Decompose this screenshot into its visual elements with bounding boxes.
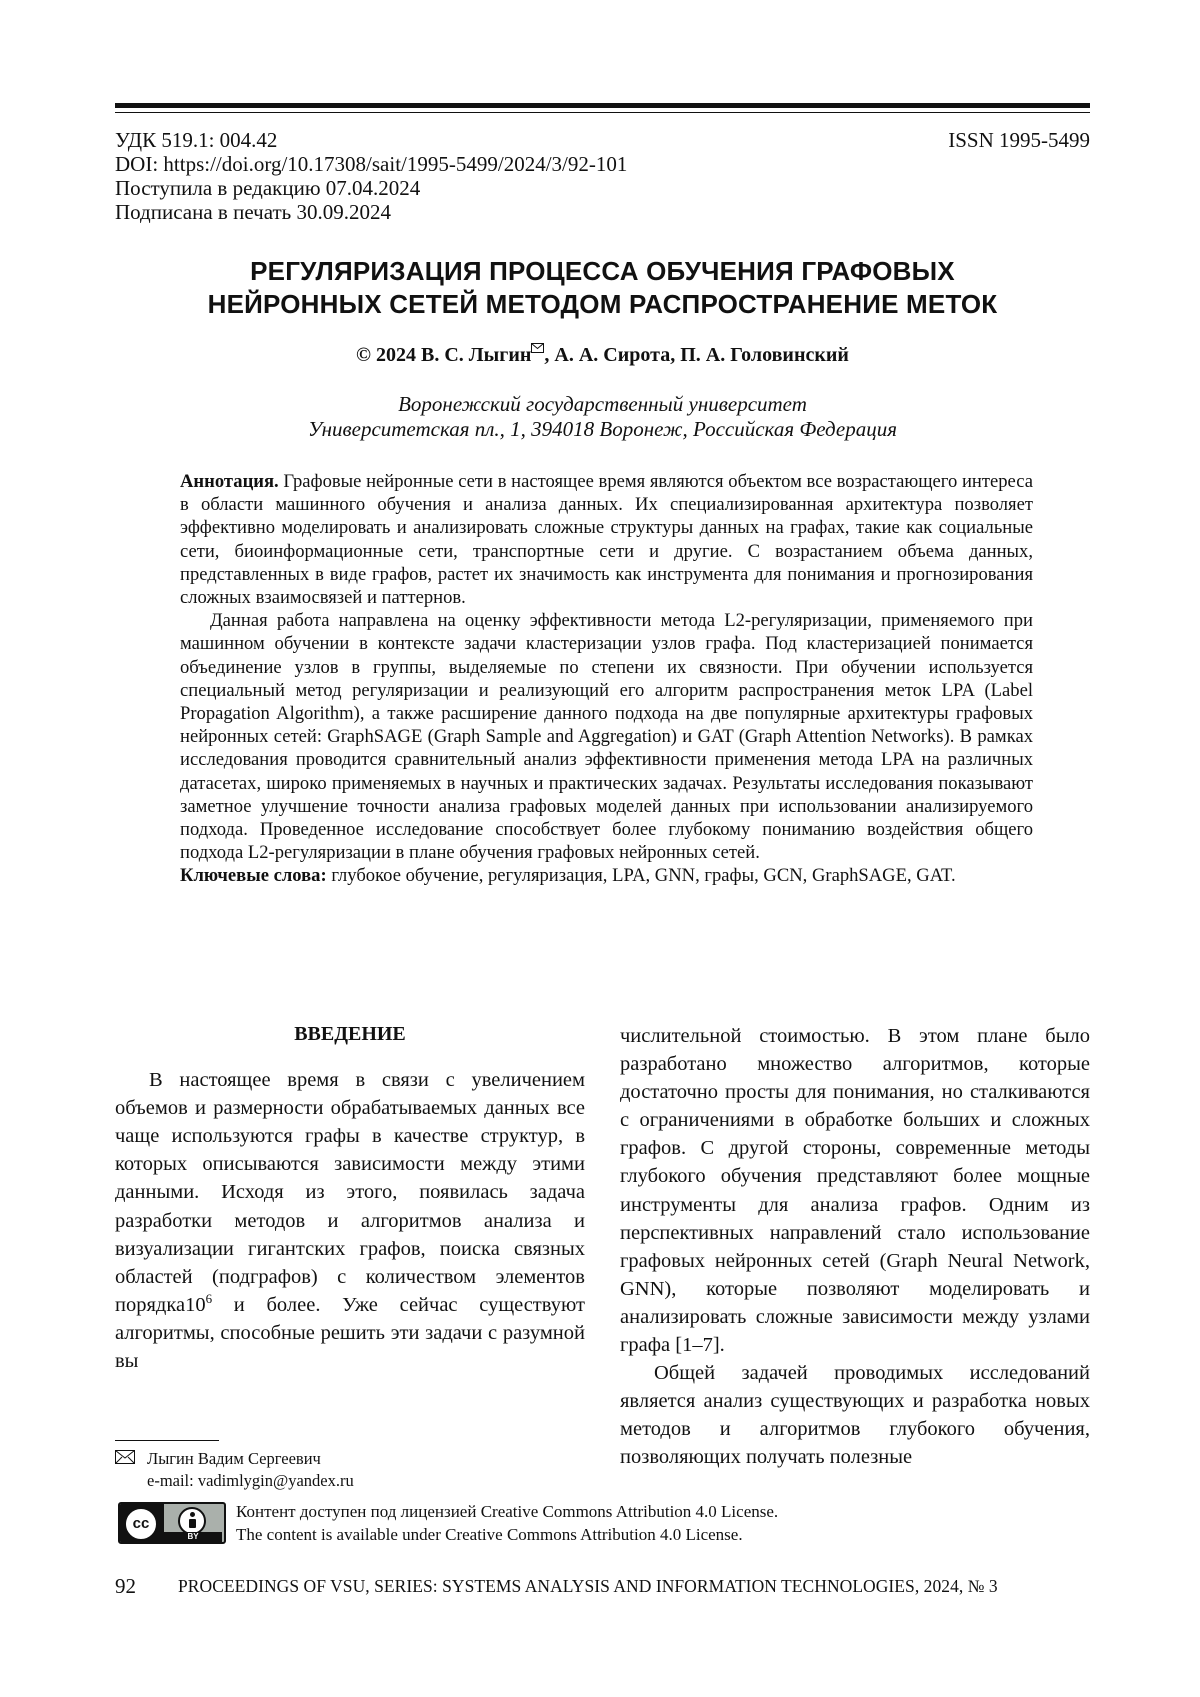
intro-paragraph-2: Общей задачей проводимых исследований является анализ существующих и разработка новых методов и алгоритмов глубокого обучения, позволяющих получать полезные [620, 1362, 1090, 1469]
attribution-icon [178, 1507, 206, 1535]
abstract-paragraph-1 [180, 470, 1033, 609]
abstract-text-1: Графовые нейронные сети в настоящее время являются объектом все возрастающего интереса в области машинного обучения и анализа данных. Их специализированная архитектура позволяет эффективно моделировать и анализировать сложные структуры данных на графах, такие как социальные сети, биоинформационные сети, транспортные сети и другие. С возрастанием объема данных, представленных в виде графов, растет их значимость как инструмента для понимания и прогнозирования сложных взаимосвязей и паттернов. [180, 471, 1033, 609]
keywords [180, 864, 1033, 887]
license-text-ru: Контент доступен под лицензией Creative Commons Attribution 4.0 License. [236, 1502, 779, 1521]
body-column-right [620, 1022, 1090, 1472]
license-text [236, 1500, 778, 1546]
page-number: 92 [115, 1574, 136, 1598]
header-rule-thick [115, 103, 1090, 108]
footnote-envelope-icon [115, 1450, 135, 1464]
affiliation-line-2: Университетская пл., 1, 394018 Воронеж, Российская Федерация [307, 417, 897, 441]
header-rule-thin [115, 112, 1090, 113]
abstract-label: Аннотация. [180, 471, 279, 492]
intro-text-a: В настоящее время в связи с увеличением объемов и размерности обрабатываемых данных все чаще используются графы в качестве структур, в которых описываются зависимости между этими данными. Исходя из этого, появилась задача разработки методов и алгоритмов анализа и визуализации гигантских графов, поиска связных областей (подграфов) с количеством элементов порядка10 [115, 1069, 585, 1316]
title-line-1: РЕГУЛЯРИЗАЦИЯ ПРОЦЕССА ОБУЧЕНИЯ ГРАФОВЫХ [250, 256, 955, 286]
signed-date: Подписана в печать 30.09.2024 [115, 200, 391, 224]
journal-footer: PROCEEDINGS OF VSU, SERIES: SYSTEMS ANALYSIS AND INFORMATION TECHNOLOGIES, 2024, № 3 [178, 1576, 998, 1596]
footnote-name: Лыгин Вадим Сергеевич [147, 1449, 321, 1468]
article-title [115, 255, 1090, 321]
keywords-text: глубокое обучение, регуляризация, LPA, GNN, графы, GCN, GraphSAGE, GAT. [326, 865, 956, 887]
issn: ISSN 1995-5499 [948, 128, 1090, 152]
by-label: BY [187, 1532, 199, 1541]
footnote-email: e-mail: vadimlygin@yandex.ru [147, 1471, 354, 1490]
envelope-icon [531, 343, 544, 355]
article-meta [115, 128, 627, 224]
cc-by-license-badge [118, 1502, 226, 1544]
affiliation-line-1: Воронежский государственный университет [398, 392, 807, 416]
section-heading-introduction: ВВЕДЕНИЕ [294, 1023, 406, 1045]
title-line-2: НЕЙРОННЫХ СЕТЕЙ МЕТОДОМ РАСПРОСТРАНЕНИЕ МЕТОК [207, 289, 998, 319]
author-rest: , А. А. Сирота, П. А. Головинский [544, 344, 849, 366]
abstract-paragraph-2: Данная работа направлена на оценку эффективности метода L2-регуляризации, применяемого при машинном обучении в контексте задачи кластеризации узлов графа. Под кластеризацией понимается объединение узлов в группы, выделяемые по степени их связности. При обучении используется специальный метод регуляризации и реализующий его алгоритм распространения меток LPA (Label Propagation Algorithm), а также расширение данного подхода на две популярные архитектуры графовых нейронных сетей: GraphSAGE (Graph Sample and Aggregation) и GAT (Graph Attention Networks). В рамках исследования проводится сравнительный анализ эффективности применения метода LPA на различных датасетах, широко применяемых в научных и практических задачах. Результаты исследования показывают заметное улучшение точности анализа графовых моделей данных при использовании анализируемого подхода. Проведенное исследование способствует более глубокому пониманию воздействия общего подхода L2-регуляризации в плане обучения графовых нейронных сетей. [180, 610, 1033, 864]
body-column-left [115, 1020, 585, 1375]
affiliation [115, 392, 1090, 442]
intro-paragraph-1 [115, 1066, 585, 1375]
intro-paragraph-continued: числительной стоимостью. В этом плане было разработано множество алгоритмов, которые достаточно просты для понимания, но сталкиваются с ограничениями в обработке больших и сложных графов. С другой стороны, современные методы глубокого обучения представляют более мощные инструменты для анализа графов. Одним из перспективных направлений стало использование графовых нейронных сетей (Graph Neural Network, GNN), которые позволяют моделировать и анализировать сложные зависимости между узлами графа [1–7]. [620, 1025, 1090, 1357]
cc-icon: cc [124, 1507, 158, 1541]
corresponding-author-footnote [147, 1448, 354, 1492]
received-date: Поступила в редакцию 07.04.2024 [115, 176, 421, 200]
doi: DOI: https://doi.org/10.17308/sait/1995-5499/2024/3/92-101 [115, 152, 628, 176]
license-text-en: The content is available under Creative Commons Attribution 4.0 License. [236, 1525, 743, 1544]
keywords-label: Ключевые слова: [180, 865, 327, 887]
intro-text-b: и более. Уже сейчас существуют алгоритмы, способные решить эти задачи с разумной вы [115, 1293, 585, 1373]
abstract [180, 470, 1033, 888]
exponent: 6 [205, 1291, 213, 1307]
author-first: © 2024 В. С. Лыгин [356, 344, 532, 366]
footnote-rule [115, 1440, 219, 1441]
udk: УДК 519.1: 004.42 [115, 128, 278, 152]
authors [115, 342, 1090, 368]
